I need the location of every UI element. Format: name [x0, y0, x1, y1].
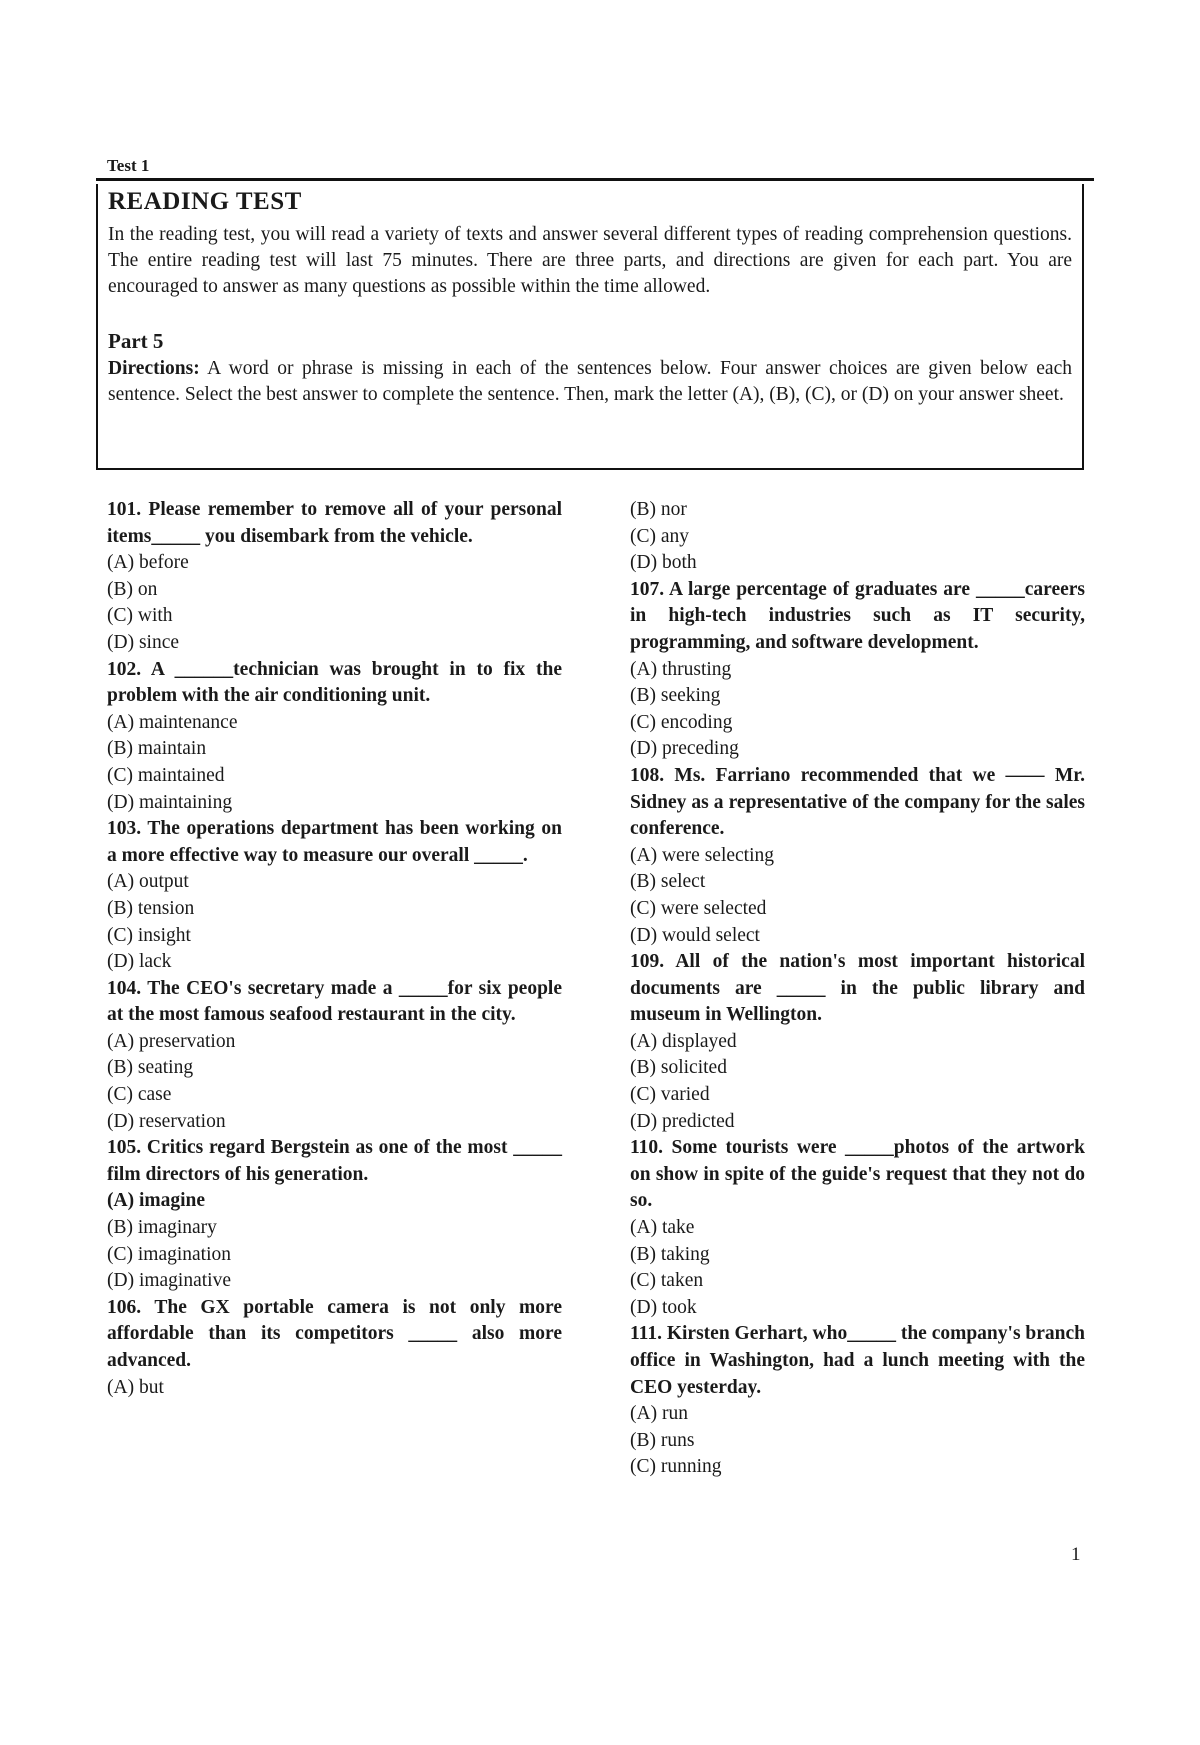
question-107 — [630, 577, 1085, 763]
question-107-option-d[interactable]: (D) preceding — [630, 738, 739, 760]
question-109-stem: 109. All of the nation's most important historical documents are _____ in the public library and museum in Wellington. — [630, 951, 1085, 1026]
question-105-option-a[interactable]: (A) imagine — [107, 1190, 206, 1212]
question-102-option-a[interactable]: (A) maintenance — [107, 711, 238, 733]
question-110-option-a[interactable]: (A) take — [630, 1217, 695, 1239]
question-103-option-b[interactable]: (B) tension — [107, 897, 195, 919]
reading-test-intro: In the reading test, you will read a variety of texts and answer several different types of reading comprehension questions. The entire reading test will last 75 minutes. There are three parts, and directions are given for each part. You are encouraged to answer as many questions as possible within the time allowed. — [108, 224, 1072, 297]
question-110-option-d[interactable]: (D) took — [630, 1296, 697, 1318]
question-101-option-a[interactable]: (A) before — [107, 552, 189, 574]
question-106-option-d[interactable]: (D) both — [630, 552, 697, 574]
question-108-option-a[interactable]: (A) were selecting — [630, 844, 775, 866]
question-106-option-c[interactable]: (C) any — [630, 525, 690, 547]
question-103-option-a[interactable]: (A) output — [107, 871, 189, 893]
question-106-continued — [630, 497, 1085, 577]
question-111-option-a[interactable]: (A) run — [630, 1403, 688, 1425]
header-rule — [96, 178, 1094, 181]
question-105-option-d[interactable]: (D) imaginative — [107, 1270, 231, 1292]
question-107-stem: 107. A large percentage of graduates are _____careers in high-tech industries such as IT security, programming, and software development. — [630, 578, 1085, 653]
reading-test-title: READING TEST — [108, 188, 302, 215]
question-109-option-a[interactable]: (A) displayed — [630, 1030, 737, 1052]
question-102-option-d[interactable]: (D) maintaining — [107, 791, 233, 813]
question-101-option-c[interactable]: (C) with — [107, 605, 173, 627]
question-106-option-a[interactable]: (A) but — [107, 1376, 164, 1398]
question-103-option-c[interactable]: (C) insight — [107, 924, 191, 946]
question-101 — [107, 497, 562, 657]
question-102-stem: 102. A ______technician was brought in to fix the problem with the air conditioning unit. — [107, 658, 562, 707]
question-108-option-b[interactable]: (B) select — [630, 871, 706, 893]
question-107-option-b[interactable]: (B) seeking — [630, 685, 721, 707]
question-102-option-b[interactable]: (B) maintain — [107, 738, 207, 760]
directions-label: Directions: — [108, 358, 200, 379]
question-102 — [107, 657, 562, 817]
question-111 — [630, 1321, 1085, 1481]
question-101-stem: 101. Please remember to remove all of your personal items_____ you disembark from the vehicle. — [107, 499, 562, 547]
question-108-option-d[interactable]: (D) would select — [630, 924, 760, 946]
question-110 — [630, 1135, 1085, 1321]
question-105-stem: 105. Critics regard Bergstein as one of the most _____ film directors of his generation. — [107, 1137, 562, 1185]
part-title: Part 5 — [108, 329, 164, 353]
question-103-option-d[interactable]: (D) lack — [107, 951, 172, 973]
question-111-stem: 111. Kirsten Gerhart, who_____ the company's branch office in Washington, had a lunch meeting with the CEO yesterday. — [630, 1323, 1086, 1398]
question-108-option-c[interactable]: (C) were selected — [630, 897, 767, 919]
question-104-option-c[interactable]: (C) case — [107, 1084, 172, 1106]
question-104 — [107, 976, 562, 1136]
question-104-stem: 104. The CEO's secretary made a _____for six people at the most famous seafood restaurant in the city. — [107, 977, 562, 1026]
question-109-option-c[interactable]: (C) varied — [630, 1084, 710, 1106]
question-108 — [630, 763, 1085, 949]
question-111-option-c[interactable]: (C) running — [630, 1456, 722, 1478]
reading-test-box — [96, 184, 1084, 470]
directions-text: A word or phrase is missing in each of the sentences below. Four answer choices are given below each sentence. Select the best answer to complete the sentence. Then, mark the letter (A), (B), (C), or (D) on your answer sheet. — [108, 358, 1072, 405]
question-108-stem: 108. Ms. Farriano recommended that we —— Mr. Sidney as a representative of the company for the sales conference. — [630, 764, 1085, 840]
question-106 — [107, 1295, 562, 1401]
test-label: Test 1 — [107, 156, 150, 175]
question-110-stem: 110. Some tourists were _____photos of the artwork on show in spite of the guide's request that they not do so. — [630, 1137, 1085, 1212]
question-110-option-b[interactable]: (B) taking — [630, 1243, 710, 1265]
question-105-option-c[interactable]: (C) imagination — [107, 1243, 232, 1265]
question-110-option-c[interactable]: (C) taken — [630, 1270, 704, 1292]
question-111-option-b[interactable]: (B) runs — [630, 1429, 695, 1451]
question-104-option-d[interactable]: (D) reservation — [107, 1110, 226, 1132]
question-104-option-b[interactable]: (B) seating — [107, 1057, 194, 1079]
directions — [108, 356, 1072, 408]
question-106-stem: 106. The GX portable camera is not only more affordable than its competitors _____ also more advanced. — [107, 1296, 562, 1371]
question-107-option-c[interactable]: (C) encoding — [630, 711, 733, 733]
question-105-option-b[interactable]: (B) imaginary — [107, 1217, 217, 1239]
question-104-option-a[interactable]: (A) preservation — [107, 1030, 236, 1052]
question-107-option-a[interactable]: (A) thrusting — [630, 658, 732, 680]
page-number: 1 — [1071, 1544, 1081, 1565]
question-102-option-c[interactable]: (C) maintained — [107, 764, 225, 786]
right-column — [630, 497, 1085, 1481]
question-101-option-d[interactable]: (D) since — [107, 631, 180, 653]
question-103-stem: 103. The operations department has been working on a more effective way to measure our overall _____. — [107, 818, 562, 866]
question-105 — [107, 1135, 562, 1295]
question-101-option-b[interactable]: (B) on — [107, 578, 158, 600]
question-109 — [630, 949, 1085, 1135]
question-106-option-b[interactable]: (B) nor — [630, 499, 687, 520]
question-103 — [107, 816, 562, 976]
question-109-option-d[interactable]: (D) predicted — [630, 1110, 735, 1132]
question-109-option-b[interactable]: (B) solicited — [630, 1057, 727, 1079]
left-column — [107, 497, 562, 1401]
